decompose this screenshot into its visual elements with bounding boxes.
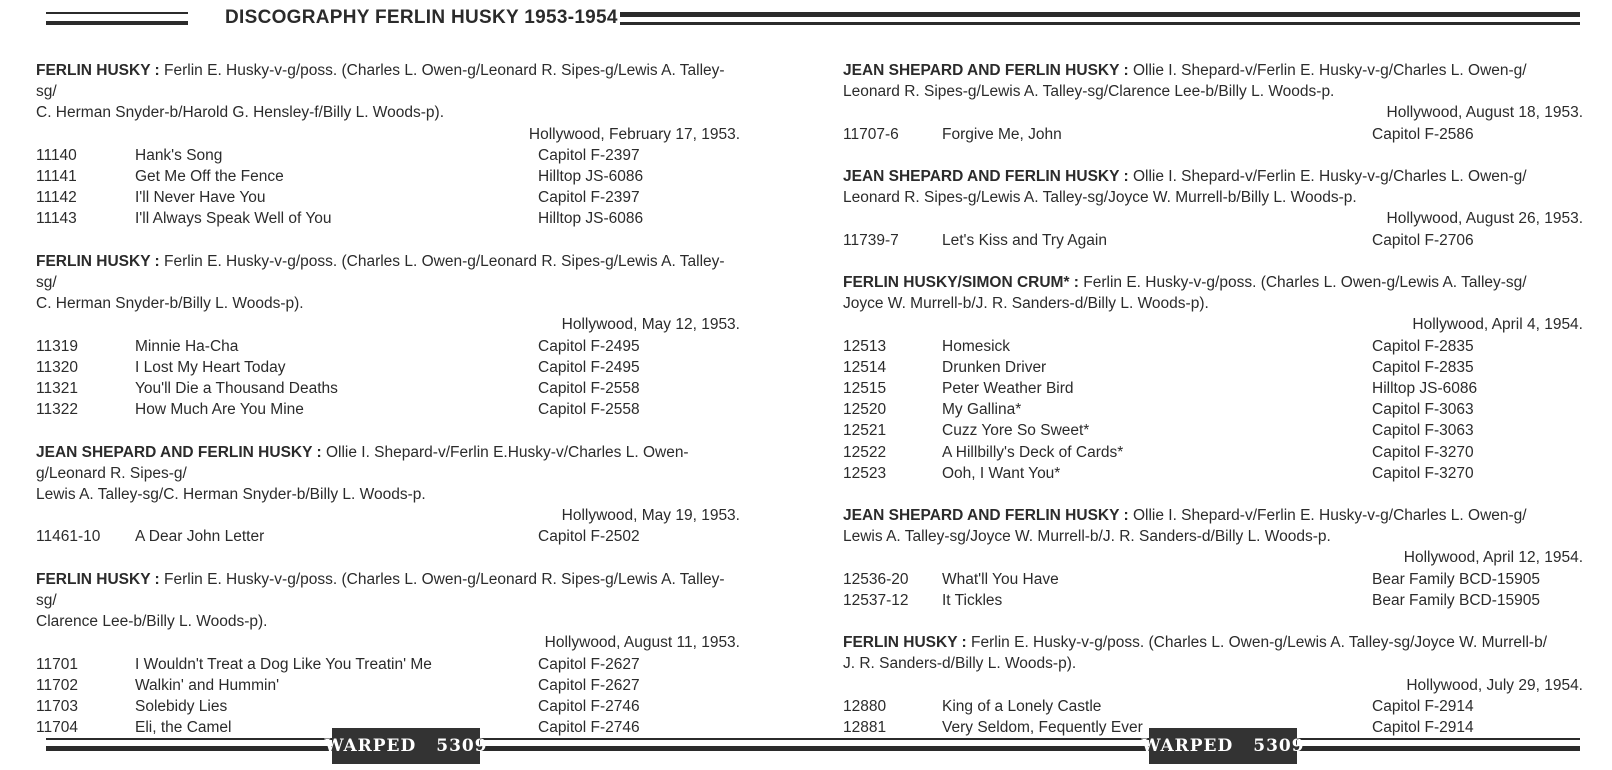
track-matrix: 11702	[36, 676, 78, 694]
track-title: King of a Lonely Castle	[942, 697, 1102, 715]
track-title: Cuzz Yore So Sweet*	[942, 422, 1090, 440]
track-matrix: 11322	[36, 401, 78, 419]
track-label: Capitol F-2558	[538, 401, 640, 419]
track-matrix: 11143	[36, 210, 77, 228]
track-row	[843, 442, 1583, 463]
left-column	[36, 60, 740, 759]
track-row	[36, 208, 740, 229]
session-artist: FERLIN HUSKY :	[36, 570, 160, 588]
track-title: A Dear John Letter	[135, 528, 265, 546]
track-label: Capitol F-2746	[538, 719, 640, 737]
footer-rule-top	[46, 738, 1580, 740]
track-matrix: 12514	[843, 358, 887, 376]
track-row	[843, 336, 1583, 357]
track-label: Capitol F-2835	[1372, 337, 1474, 355]
track-title: Eli, the Camel	[135, 719, 232, 737]
session-personnel-cont: Leonard R. Sipes-g/Lewis A. Talley-sg/Clarence Lee-b/Billy L. Woods-p.	[843, 83, 1335, 101]
footer-label: WARPED	[1141, 736, 1234, 756]
track-row	[843, 124, 1583, 145]
track-row	[843, 378, 1583, 399]
track-title: Minnie Ha-Cha	[135, 337, 239, 355]
session-personnel: Ollie I. Shepard-v/Ferlin E. Husky-v-g/Charles L. Owen-g/	[1132, 62, 1527, 79]
track-title: My Gallina*	[942, 401, 1022, 419]
track-label: Capitol F-2495	[538, 358, 640, 376]
session-header	[36, 60, 740, 102]
track-matrix: 11140	[36, 146, 77, 164]
track-row	[36, 187, 740, 208]
session-personnel-cont: C. Herman Snyder-b/Billy L. Woods-p).	[36, 295, 304, 313]
session-block	[36, 442, 740, 548]
track-title: Hank's Song	[135, 146, 223, 164]
header-rule-right-bottom	[620, 22, 1580, 25]
track-label: Capitol F-3063	[1372, 422, 1474, 440]
session-personnel: Ferlin E. Husky-v-g/poss. (Charles L. Owen-g/Lewis A. Talley-sg/	[1083, 273, 1527, 291]
session-block	[843, 166, 1583, 251]
track-label: Hilltop JS-6086	[538, 210, 644, 228]
footer-rule-bottom	[46, 746, 1580, 751]
session-header	[843, 632, 1583, 653]
track-label: Capitol F-2397	[538, 146, 640, 164]
track-title: Forgive Me, John	[942, 125, 1062, 143]
track-row	[843, 463, 1583, 484]
track-label: Capitol F-2835	[1372, 358, 1474, 376]
track-row	[36, 357, 740, 378]
footer-label: WARPED	[324, 736, 417, 756]
footer-badge-left	[324, 728, 488, 764]
track-matrix: 12523	[843, 464, 887, 482]
session-artist: FERLIN HUSKY :	[843, 634, 967, 652]
session-header	[843, 505, 1583, 526]
track-row	[36, 675, 740, 696]
header-rule-left-bottom	[46, 21, 188, 25]
track-matrix: 11142	[36, 189, 77, 207]
session-personnel: Ollie I. Shepard-v/Ferlin E.Husky-v/Charles L. Owen-g/Leonard R. Sipes-g/	[36, 443, 689, 482]
track-row	[843, 696, 1583, 717]
track-row	[36, 696, 740, 717]
track-row	[36, 378, 740, 399]
track-matrix: 11141	[36, 168, 77, 185]
session-place-date: Hollywood, August 18, 1953.	[1386, 104, 1583, 122]
footer-badge-right	[1141, 728, 1305, 764]
track-matrix: 11739-7	[843, 231, 899, 249]
session-artist: FERLIN HUSKY/SIMON CRUM* :	[843, 273, 1079, 291]
session-artist: JEAN SHEPARD AND FERLIN HUSKY :	[843, 62, 1129, 79]
track-label: Capitol F-2558	[538, 379, 640, 397]
header-rule-right-top	[620, 12, 1580, 17]
session-personnel-cont: Joyce W. Murrell-b/J. R. Sanders-d/Billy L. Woods-p).	[843, 295, 1209, 313]
track-label: Capitol F-2397	[538, 189, 640, 207]
session-personnel-cont: Clarence Lee-b/Billy L. Woods-p).	[36, 613, 268, 631]
session-block	[36, 569, 740, 739]
session-place-date: Hollywood, April 12, 1954.	[1403, 549, 1583, 567]
track-title: I'll Always Speak Well of You	[135, 210, 332, 228]
session-personnel-cont: J. R. Sanders-d/Billy L. Woods-p).	[843, 655, 1077, 673]
session-header	[843, 272, 1583, 293]
track-label: Hilltop JS-6086	[1372, 379, 1478, 397]
right-column	[843, 60, 1583, 759]
session-place-date: Hollywood, May 12, 1953.	[561, 316, 740, 334]
track-row	[843, 399, 1583, 420]
track-label: Capitol F-2746	[538, 697, 640, 715]
track-row	[843, 420, 1583, 441]
session-artist: JEAN SHEPARD AND FERLIN HUSKY :	[843, 507, 1129, 525]
track-title: Let's Kiss and Try Again	[942, 231, 1107, 249]
session-personnel: Ferlin E. Husky-v-g/poss. (Charles L. Owen-g/Lewis A. Talley-sg/Joyce W. Murrell-b/	[971, 634, 1548, 652]
session-personnel: Ferlin E. Husky-v-g/poss. (Charles L. Owen-g/Leonard R. Sipes-g/Lewis A. Talley-sg/	[36, 252, 725, 291]
track-label: Capitol F-3063	[1372, 401, 1474, 419]
track-title: I'll Never Have You	[135, 189, 266, 207]
track-matrix: 12521	[843, 422, 887, 440]
session-block	[843, 272, 1583, 484]
track-label: Capitol F-2502	[538, 528, 640, 546]
session-personnel: Ferlin E. Husky-v-g/poss. (Charles L. Owen-g/Leonard R. Sipes-g/Lewis A. Talley-sg/	[36, 570, 725, 609]
track-label: Capitol F-2627	[538, 676, 640, 694]
session-artist: FERLIN HUSKY :	[36, 62, 160, 79]
track-title: Ooh, I Want You*	[942, 464, 1061, 482]
track-label: Bear Family BCD-15905	[1372, 570, 1540, 588]
track-matrix: 12520	[843, 401, 887, 419]
track-row	[843, 569, 1583, 590]
session-artist: FERLIN HUSKY :	[36, 252, 160, 270]
session-place-date: Hollywood, July 29, 1954.	[1406, 676, 1583, 694]
session-block	[843, 505, 1583, 611]
track-title: Walkin' and Hummin'	[135, 676, 280, 694]
track-label: Capitol F-3270	[1372, 443, 1474, 461]
track-title: You'll Die a Thousand Deaths	[135, 379, 338, 397]
footer-number: 5309	[436, 736, 488, 756]
track-row	[843, 590, 1583, 611]
session-place-date: Hollywood, April 4, 1954.	[1412, 316, 1583, 334]
track-label: Capitol F-2914	[1372, 719, 1474, 737]
session-personnel: Ferlin E. Husky-v-g/poss. (Charles L. Owen-g/Leonard R. Sipes-g/Lewis A. Talley-sg/	[36, 62, 725, 101]
session-header	[36, 251, 740, 293]
session-personnel-cont: Lewis A. Talley-sg/C. Herman Snyder-b/Billy L. Woods-p.	[36, 485, 426, 503]
track-matrix: 11321	[36, 379, 78, 397]
session-header	[36, 569, 740, 611]
track-matrix: 12513	[843, 337, 887, 355]
track-matrix: 11707-6	[843, 125, 899, 143]
track-title: Homesick	[942, 337, 1011, 355]
track-row	[36, 399, 740, 420]
track-title: A Hillbilly's Deck of Cards*	[942, 443, 1124, 461]
track-matrix: 11319	[36, 337, 78, 355]
track-row	[36, 145, 740, 166]
session-header	[36, 442, 740, 484]
session-place-date: Hollywood, August 11, 1953.	[544, 634, 740, 652]
track-row	[36, 166, 740, 187]
track-label: Capitol F-2914	[1372, 697, 1474, 715]
track-row	[36, 336, 740, 357]
track-title: I Wouldn't Treat a Dog Like You Treatin' Me	[135, 655, 432, 673]
track-row	[36, 526, 740, 547]
track-title: How Much Are You Mine	[135, 401, 304, 419]
track-title: What'll You Have	[942, 570, 1059, 588]
track-matrix: 11461-10	[36, 528, 101, 546]
track-row	[843, 230, 1583, 251]
session-place-date: Hollywood, February 17, 1953.	[528, 125, 740, 143]
page-title: DISCOGRAPHY FERLIN HUSKY 1953-1954	[225, 7, 618, 28]
session-personnel: Ollie I. Shepard-v/Ferlin E. Husky-v-g/Charles L. Owen-g/	[1132, 167, 1527, 185]
track-title: Drunken Driver	[942, 358, 1047, 376]
track-matrix: 11701	[36, 655, 78, 673]
session-block	[36, 60, 740, 230]
track-title: Very Seldom, Fequently Ever	[942, 719, 1143, 737]
track-title: Solebidy Lies	[135, 697, 228, 715]
session-block	[843, 632, 1583, 738]
track-label: Capitol F-2495	[538, 337, 640, 355]
track-label: Capitol F-2627	[538, 655, 640, 673]
session-block	[36, 251, 740, 421]
session-place-date: Hollywood, May 19, 1953.	[561, 507, 740, 525]
track-label: Capitol F-2706	[1372, 231, 1474, 249]
session-personnel-cont: Lewis A. Talley-sg/Joyce W. Murrell-b/J. R. Sanders-d/Billy L. Woods-p.	[843, 528, 1331, 546]
track-matrix: 12515	[843, 379, 887, 397]
track-title: It Tickles	[942, 591, 1003, 609]
header-rule-left-top	[46, 12, 188, 14]
session-personnel: Ollie I. Shepard-v/Ferlin E. Husky-v-g/Charles L. Owen-g/	[1132, 507, 1527, 525]
track-label: Hilltop JS-6086	[538, 168, 644, 185]
track-matrix: 12880	[843, 697, 887, 715]
track-title: I Lost My Heart Today	[135, 358, 286, 376]
session-personnel-cont: C. Herman Snyder-b/Harold G. Hensley-f/Billy L. Woods-p).	[36, 104, 445, 122]
track-matrix: 12881	[843, 719, 887, 737]
track-title: Get Me Off the Fence	[135, 168, 284, 185]
session-artist: JEAN SHEPARD AND FERLIN HUSKY :	[36, 443, 322, 461]
session-header	[843, 60, 1583, 81]
track-matrix: 12537-12	[843, 591, 909, 609]
track-label: Bear Family BCD-15905	[1372, 591, 1540, 609]
session-artist: JEAN SHEPARD AND FERLIN HUSKY :	[843, 167, 1129, 185]
track-title: Peter Weather Bird	[942, 379, 1074, 397]
track-matrix: 11703	[36, 697, 78, 715]
track-label: Capitol F-2586	[1372, 125, 1474, 143]
track-matrix: 11704	[36, 719, 78, 737]
track-label: Capitol F-3270	[1372, 464, 1474, 482]
session-personnel-cont: Leonard R. Sipes-g/Lewis A. Talley-sg/Joyce W. Murrell-b/Billy L. Woods-p.	[843, 189, 1357, 207]
track-matrix: 12536-20	[843, 570, 909, 588]
session-place-date: Hollywood, August 26, 1953.	[1386, 210, 1583, 228]
footer-number: 5309	[1253, 736, 1305, 756]
track-matrix: 12522	[843, 443, 887, 461]
track-row	[36, 654, 740, 675]
track-matrix: 11320	[36, 358, 78, 376]
session-header	[843, 166, 1583, 187]
track-row	[843, 357, 1583, 378]
session-block	[843, 60, 1583, 145]
